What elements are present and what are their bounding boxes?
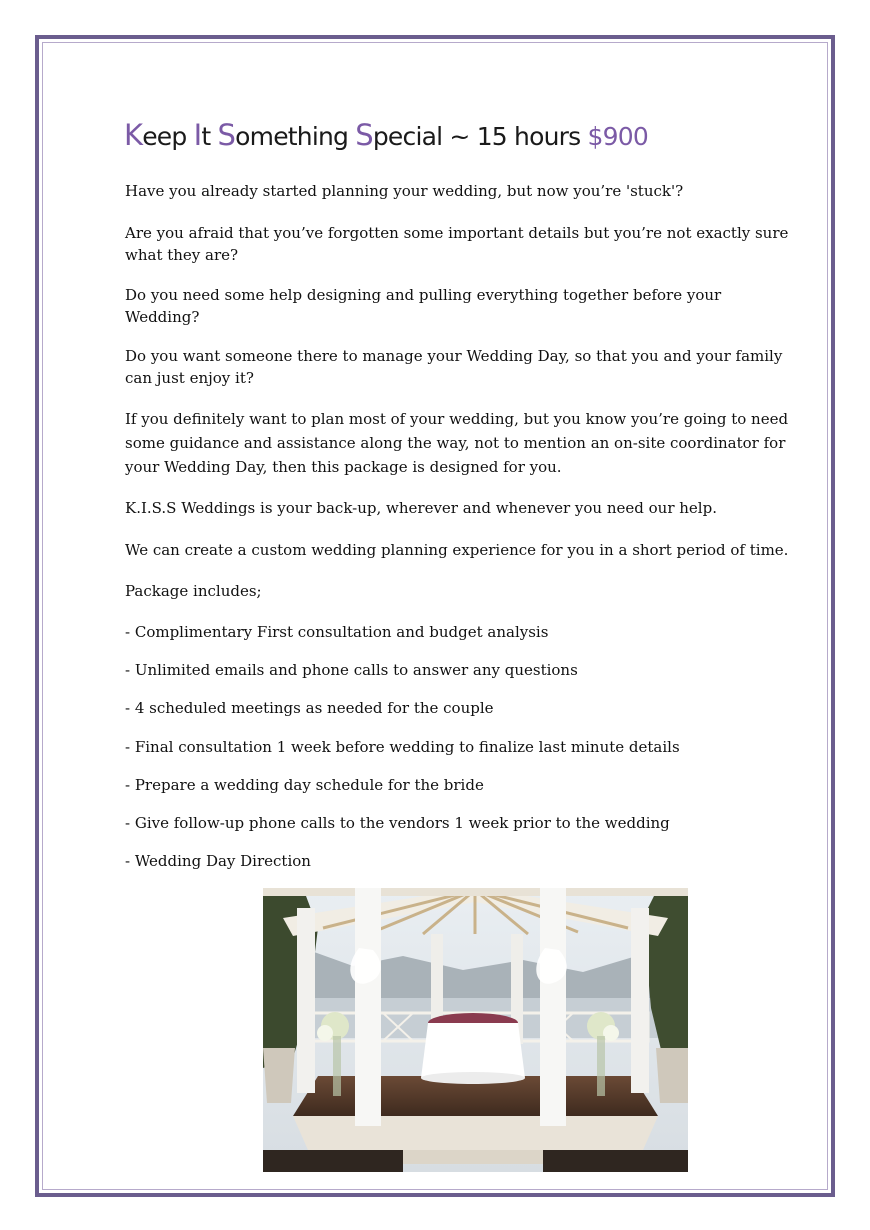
package-description: If you definitely want to plan most of your wedding, but you know you’re going to need some guidance and assistance along the way, not to mention an on-site coordinator for your Wedding Day, then this package is designed for you. <box>125 410 789 476</box>
gazebo-photo <box>263 888 688 1172</box>
intro-question-manage-day: Do you want someone there to manage your Wedding Day, so that you and your family can just enjoy it? <box>125 347 783 387</box>
include-item-day-direction: - Wedding Day Direction <box>125 852 311 870</box>
include-item-consultation: - Complimentary First consultation and budget analysis <box>125 623 549 641</box>
intro-question-stuck: Have you already started planning your wedding, but now you’re 'stuck'? <box>125 182 684 200</box>
package-title <box>124 118 648 152</box>
intro-question-forgotten: Are you afraid that you’ve forgotten some important details but you’re not exactly sure what they are? <box>125 224 789 264</box>
include-item-vendor-calls: - Give follow-up phone calls to the vendors 1 week prior to the wedding <box>125 814 670 832</box>
package-includes-heading: Package includes; <box>125 582 262 600</box>
title-letter-s1: S <box>217 118 236 152</box>
custom-experience-statement: We can create a custom wedding planning experience for you in a short period of time. <box>125 541 789 559</box>
title-letter-s2: S <box>355 118 373 152</box>
title-word-something: omething <box>235 122 356 151</box>
title-word-special: pecial ~ 15 hours <box>372 122 588 151</box>
title-letter-k: K <box>124 118 143 152</box>
title-word-it: t <box>201 122 218 151</box>
backup-statement: K.I.S.S Weddings is your back-up, wherever and whenever you need our help. <box>125 499 717 517</box>
title-word-keep: eep <box>142 122 194 151</box>
include-item-schedule: - Prepare a wedding day schedule for the bride <box>125 776 484 794</box>
include-item-meetings: - 4 scheduled meetings as needed for the couple <box>125 699 494 717</box>
include-item-final-consultation: - Final consultation 1 week before wedding to finalize last minute details <box>125 738 680 756</box>
title-letter-i: I <box>193 118 202 152</box>
include-item-emails-calls: - Unlimited emails and phone calls to answer any questions <box>125 661 578 679</box>
intro-question-design-help: Do you need some help designing and pulling everything together before your Wedding? <box>125 286 722 326</box>
package-price: $900 <box>587 122 648 151</box>
